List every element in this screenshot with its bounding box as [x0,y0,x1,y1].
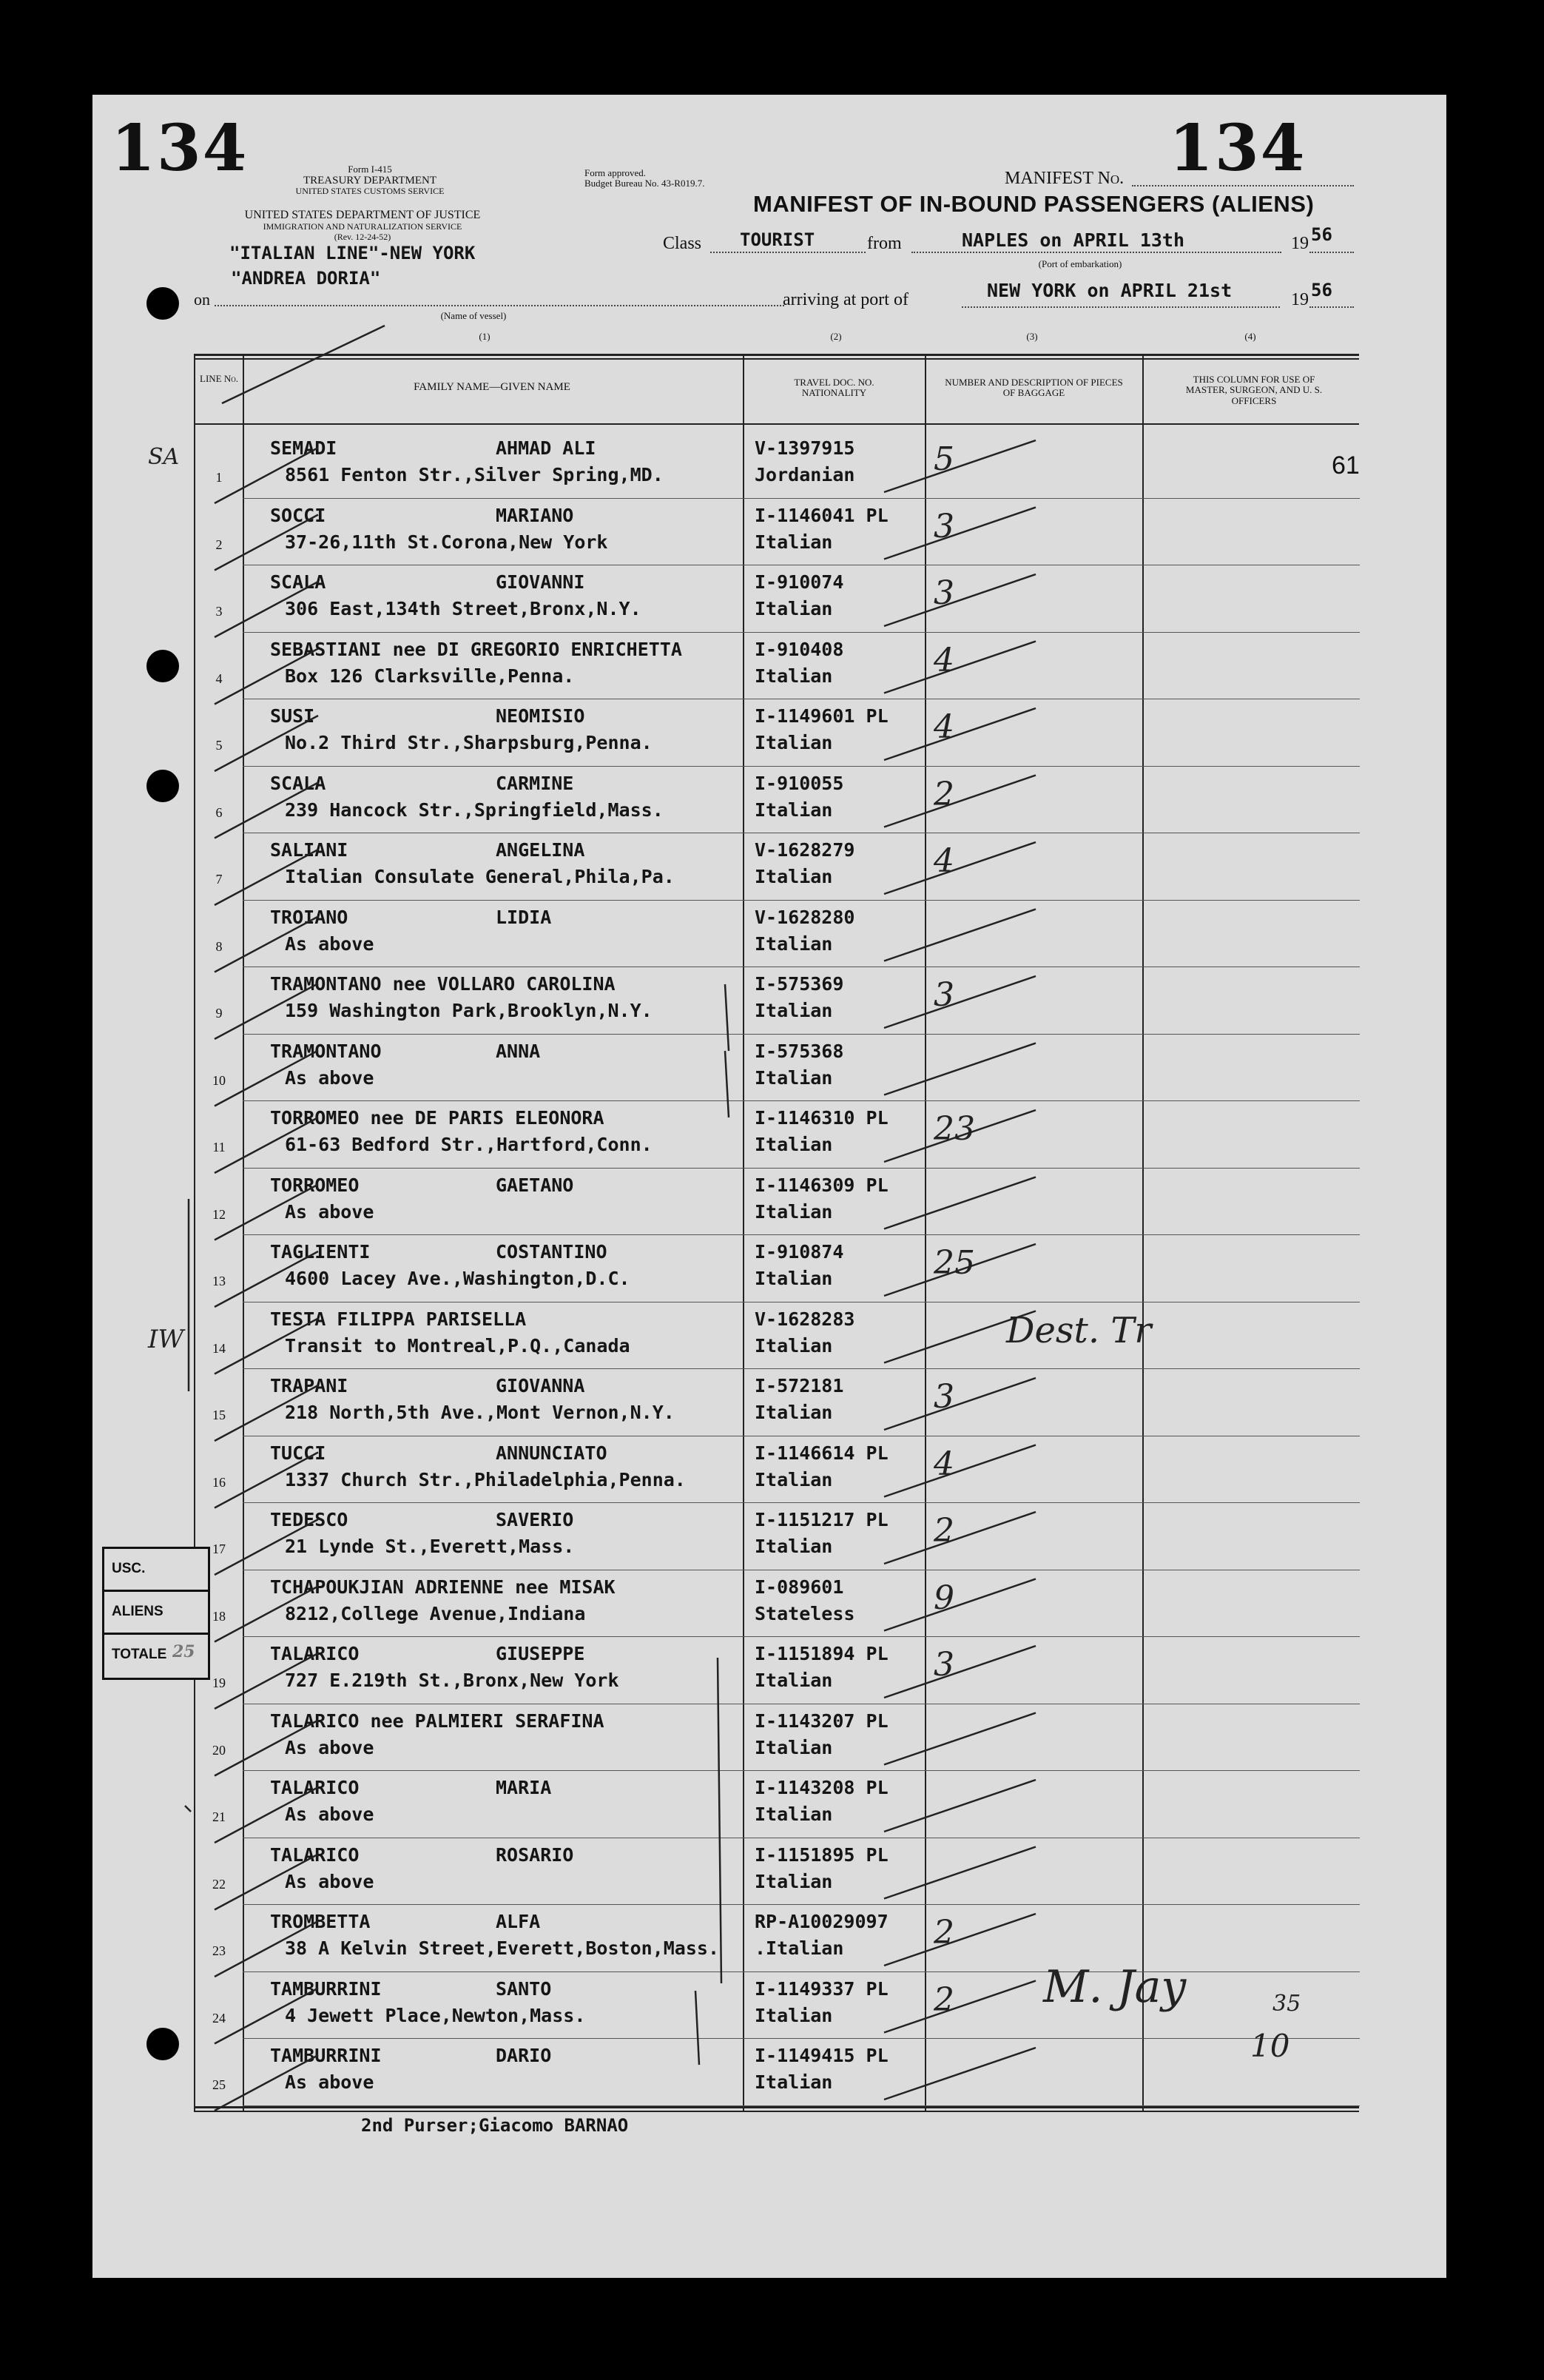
check-mark [884,976,1036,1028]
address: Italian Consulate General,Phila,Pa. [285,866,675,887]
address: 306 East,134th Street,Bronx,N.Y. [285,598,641,619]
surname: TRAPANI [270,1375,348,1396]
surname: TORROMEO nee DE PARIS ELEONORA [270,1107,604,1129]
line-number: 19 [212,1675,226,1690]
class-value: TOURIST [740,229,815,250]
line-number: 5 [215,738,223,753]
check-mark [884,1579,1036,1631]
surname: TAMBURRINI [270,1977,382,2000]
address: 61-63 Bedford Str.,Hartford,Conn. [285,1134,653,1155]
nationality: Italian [755,1402,833,1423]
baggage-count: 2 [934,1980,954,2019]
address: No.2 Third Str.,Sharpsburg,Penna. [285,732,653,753]
given-name: AHMAD ALI [496,437,596,459]
travel-doc: I-1146310 PL [755,1107,889,1129]
travel-doc: I-089601 [755,1576,844,1598]
check-mark [884,2048,1036,2100]
check-mark [884,1110,1036,1162]
surname: TALARICO [270,1777,360,1798]
surname: TESTA FILIPPA PARISELLA [270,1308,527,1330]
travel-doc: I-1146309 PL [755,1174,889,1196]
usc-label: USC. [112,1561,146,1576]
address: 38 A Kelvin Street,Everett,Boston,Mass. [285,1937,719,1959]
line-number: 9 [215,1006,223,1021]
line-check-mark [215,850,318,905]
arriving-label: arriving at port of [783,290,908,309]
on-label: on [194,290,210,309]
baggage-count: 2 [934,775,954,813]
nationality: Italian [755,1468,833,1490]
check-mark [884,1713,1036,1765]
nationality: Italian [755,1000,833,1021]
line-check-mark [215,783,318,838]
nationality: Jordanian [755,464,855,485]
margin-note-14: IW [148,1325,184,1354]
given-name: SANTO [496,1977,552,2000]
immigration-service: IMMIGRATION AND NATURALIZATION SERVICE [263,221,462,232]
travel-doc: I-1143208 PL [755,1777,889,1798]
col-header-family-name: FAMILY NAME—GIVEN NAME [414,381,570,393]
line-check-mark [215,1051,318,1106]
surname: TALARICO nee PALMIERI SERAFINA [270,1710,604,1732]
travel-doc: V-1628280 [755,906,855,928]
nationality: Italian [755,1870,833,1892]
check-mark [884,1311,1036,1363]
nationality: Italian [755,531,833,553]
given-name: MARIANO [496,504,574,526]
check-mark [884,1981,1036,2033]
given-name: GIUSEPPE [496,1643,585,1664]
year1-value: 56 [1311,224,1332,245]
address: As above [285,1736,374,1758]
travel-doc: I-572181 [755,1375,844,1396]
address: 727 E.219th St.,Bronx,New York [285,1670,619,1691]
address: As above [285,2071,374,2093]
line-check-mark [215,1251,318,1307]
nationality: Italian [755,799,833,821]
line-number: 23 [212,1943,226,1958]
given-name: DARIO [496,2045,552,2066]
given-name: LIDIA [496,906,552,928]
col-header-officers: THIS COLUMN FOR USE OF MASTER, SURGEON, AND U. S. OFFICERS [1185,374,1323,406]
class-label: Class [663,234,702,253]
travel-doc: RP-A10029097 [755,1911,889,1932]
nationality: Italian [755,1200,833,1223]
address: Box 126 Clarksville,Penna. [285,665,575,687]
inspector-signature: M. Jay [1043,1961,1187,2013]
travel-doc: I-575368 [755,1040,844,1062]
baggage-count: 4 [934,708,954,746]
line-number: 21 [212,1809,226,1824]
nationality: Italian [755,1066,833,1089]
check-mark [884,1445,1036,1497]
given-name: GAETANO [496,1174,574,1196]
baggage-count: 5 [934,440,954,478]
line-number: 15 [212,1408,226,1422]
arriving-value: NEW YORK on APRIL 21st [987,280,1233,301]
address: 159 Washington Park,Brooklyn,N.Y. [285,1000,653,1021]
line-number: 11 [212,1140,226,1154]
totale-label: TOTALE [112,1647,167,1662]
year2-prefix: 19 [1291,290,1309,309]
line-number: 2 [215,537,223,552]
line-number: 24 [212,2010,226,2026]
line-number: 8 [215,938,223,954]
baggage-count: 9 [934,1579,954,1617]
address: As above [285,1804,374,1825]
given-name: SAVERIO [496,1509,574,1530]
given-name: GIOVANNI [496,571,585,593]
given-name: ANGELINA [496,839,585,861]
row14-handwritten-note: Dest. Tr [1006,1310,1152,1351]
baggage-count: 3 [934,574,954,612]
line-check-mark [215,716,318,771]
address: As above [285,1066,374,1089]
travel-doc: V-1397915 [755,437,855,459]
check-mark [884,642,1036,693]
line-check-mark [215,1453,318,1508]
line-number: 17 [212,1542,226,1556]
address: 1337 Church Str.,Philadelphia,Penna. [285,1468,686,1490]
margin-note-1: SA [148,444,180,470]
year2-value: 56 [1311,280,1332,300]
given-name: ROSARIO [496,1843,574,1866]
vertical-margin-mark [725,984,729,1117]
baggage-count: 3 [934,976,954,1014]
line-number: 20 [212,1742,226,1758]
page-number-left: 134 [111,111,249,186]
line-company: "ITALIAN LINE"-NEW YORK [229,243,476,263]
form-number: Form I-415 [348,164,392,175]
travel-doc: I-1151895 PL [755,1843,889,1866]
line-number: 10 [212,1072,226,1088]
officer-note-row1: 61 [1332,451,1360,480]
given-name: NEOMISIO [496,705,585,727]
nationality: Italian [755,1334,833,1357]
line-number: 3 [215,604,223,619]
line-check-mark [215,1653,318,1709]
given-name: GIOVANNA [496,1375,585,1396]
nationality: Italian [755,1670,833,1691]
line-number: 18 [212,1608,226,1624]
given-name: CARMINE [496,772,574,794]
nationality: Italian [755,732,833,753]
address: 8212,College Avenue,Indiana [285,1602,586,1624]
check-mark [884,1512,1036,1564]
dept-treasury: TREASURY DEPARTMENT [303,175,437,186]
line-check-mark [215,1587,318,1642]
surname: SUSI [270,705,315,727]
check-mark [884,440,1036,492]
baggage-count: 23 [934,1110,975,1148]
surname: TCHAPOUKJIAN ADRIENNE nee MISAK [270,1576,616,1598]
travel-doc: I-1146041 PL [755,504,889,526]
page-number-right: 134 [1169,111,1307,186]
line-check-mark [215,984,318,1039]
surname: TRAMONTANO nee VOLLARO CAROLINA [270,973,616,995]
line-check-mark [215,1519,318,1575]
nationality: Italian [755,2004,833,2026]
manifest-title: MANIFEST OF IN-BOUND PASSENGERS (ALIENS) [753,191,1315,217]
travel-doc: I-910408 [755,638,844,660]
line-number: 22 [212,1876,226,1892]
baggage-count: 2 [934,1512,954,1550]
nationality: Italian [755,1536,833,1557]
check-mark [884,842,1036,894]
surname: TROMBETTA [270,1911,371,1932]
col-header-baggage: NUMBER AND DESCRIPTION OF PIECES OF BAGGAGE [945,377,1123,399]
line-check-mark [215,1721,318,1776]
nationality: Italian [755,866,833,887]
line-check-mark [215,1921,318,1977]
travel-doc: V-1628279 [755,839,855,861]
baggage-count: 4 [934,641,954,679]
check-mark [884,1847,1036,1899]
from-value: NAPLES on APRIL 13th [962,229,1185,251]
surname: TROIANO [270,906,348,928]
baggage-count: 2 [934,1914,954,1952]
nationality: Italian [755,932,833,955]
travel-doc: I-1151894 PL [755,1643,889,1664]
line-number: 1 [215,470,223,485]
line-number: 4 [215,670,223,686]
nationality: Italian [755,1736,833,1758]
line-number: 14 [212,1340,226,1356]
line-check-mark [215,1117,318,1173]
purser-line: 2nd Purser;Giacomo BARNAO [361,2115,629,2136]
address: Transit to Montreal,P.Q.,Canada [285,1334,630,1357]
nationality: Italian [755,1268,833,1289]
col-header-travel-doc: TRAVEL DOC. NO. NATIONALITY [794,377,874,399]
nationality: Italian [755,665,833,687]
address: 4600 Lacey Ave.,Washington,D.C. [285,1268,630,1289]
line-number: 12 [212,1206,226,1222]
address: 4 Jewett Place,Newton,Mass. [285,2004,586,2026]
col-num-2: (2) [830,331,842,342]
travel-doc: I-910055 [755,772,844,794]
baggage-count: 4 [934,1445,954,1483]
baggage-count: 25 [934,1244,975,1282]
surname: TORROMEO [270,1174,360,1196]
col-num-4: (4) [1244,331,1256,342]
budget-bureau: Budget Bureau No. 43-R019.7. [584,178,705,189]
address: 218 North,5th Ave.,Mont Vernon,N.Y. [285,1402,675,1423]
line-number: 13 [212,1274,226,1288]
line-check-mark [215,1855,318,1910]
year1-prefix: 19 [1291,234,1309,253]
form-approved: Form approved. [584,167,647,178]
line-check-mark [215,2055,318,2111]
line-check-mark [215,649,318,705]
line-check-mark [215,1787,318,1843]
check-mark [884,1177,1036,1229]
baggage-count: 3 [934,1378,954,1416]
address: 21 Lynde St.,Everett,Mass. [285,1536,575,1557]
vessel-name: "ANDREA DORIA" [231,268,381,289]
manifest-label: MANIFEST No. [1005,169,1125,188]
surname: TALARICO [270,1843,360,1866]
address: 8561 Fenton Str.,Silver Spring,MD. [285,464,664,485]
surname: SCALA [270,571,326,593]
check-mark [884,1646,1036,1698]
line-check-mark [215,1989,318,2044]
travel-doc: I-1149415 PL [755,2045,889,2066]
left-margin-mark [185,1806,191,1812]
surname: SOCCI [270,504,326,526]
address: 239 Hancock Str.,Springfield,Mass. [285,799,664,821]
surname: TEDESCO [270,1509,348,1530]
name-of-vessel-caption: (Name of vessel) [440,310,507,321]
nationality: Italian [755,1134,833,1155]
given-name: ANNA [496,1040,541,1062]
surname: TUCCI [270,1442,326,1464]
line-number: 7 [215,872,223,887]
vertical-margin-mark [718,1658,721,1983]
baggage-count: 3 [934,507,954,545]
dept-justice: UNITED STATES DEPARTMENT OF JUSTICE [244,209,481,221]
aliens-label: ALIENS [112,1604,163,1619]
check-mark [884,1780,1036,1832]
address: 37-26,11th St.Corona,New York [285,531,608,553]
line-check-mark [215,515,318,571]
nationality: .Italian [755,1937,844,1959]
address: As above [285,1870,374,1892]
surname: TAGLIENTI [270,1241,371,1263]
col-num-1: (1) [479,331,490,342]
line-check-mark [215,1385,318,1441]
baggage-count: 4 [934,842,954,880]
bottom-tally-1: 35 [1272,1991,1301,2017]
col-num-3: (3) [1026,331,1038,342]
travel-doc: I-575369 [755,973,844,995]
line-number: 25 [212,2077,226,2092]
header-slash-mark [222,326,385,403]
check-mark [884,708,1036,760]
line-check-mark [215,917,318,972]
line-check-mark [215,1185,318,1240]
from-label: from [867,234,902,253]
travel-doc: I-910874 [755,1241,844,1263]
baggage-count: 3 [934,1646,954,1684]
travel-doc: I-1151217 PL [755,1509,889,1530]
check-mark [884,1043,1036,1095]
given-name: COSTANTINO [496,1241,607,1263]
check-mark [884,508,1036,559]
bottom-tally-2: 10 [1250,2028,1290,2064]
customs-service: UNITED STATES CUSTOMS SERVICE [295,186,445,196]
travel-doc: V-1628283 [755,1308,855,1330]
given-name: ALFA [496,1911,541,1932]
revision: (Rev. 12-24-52) [334,232,391,242]
line-number: 16 [212,1474,226,1490]
line-number: 6 [215,804,223,820]
vertical-margin-mark [695,1991,699,2065]
surname: TRAMONTANO [270,1040,382,1062]
travel-doc: I-1143207 PL [755,1710,889,1732]
line-check-mark [215,582,318,637]
travel-doc: I-1149337 PL [755,1977,889,2000]
check-mark [884,1378,1036,1430]
nationality: Stateless [755,1602,855,1624]
check-mark [884,1244,1036,1296]
port-embarkation-caption: (Port of embarkation) [1038,258,1122,269]
surname: TALARICO [270,1643,360,1664]
given-name: ANNUNCIATO [496,1442,607,1464]
nationality: Italian [755,598,833,619]
nationality: Italian [755,1804,833,1825]
surname: SEMADI [270,437,337,459]
surname: SALIANI [270,839,348,861]
nationality: Italian [755,2071,833,2093]
check-mark [884,776,1036,827]
surname: SCALA [270,772,326,794]
surname: TAMBURRINI [270,2045,382,2066]
travel-doc: I-1149601 PL [755,705,889,727]
travel-doc: I-1146614 PL [755,1442,889,1464]
check-mark [884,910,1036,961]
line-check-mark [215,448,318,503]
check-mark [884,574,1036,626]
travel-doc: I-910074 [755,571,844,593]
given-name: MARIA [496,1777,552,1798]
col-header-line-no: LINE No. [200,373,238,384]
totale-value: 25 [172,1642,195,1661]
address: As above [285,932,374,955]
surname: SEBASTIANI nee DI GREGORIO ENRICHETTA [270,638,682,660]
check-mark [884,1914,1036,1966]
address: As above [285,1200,374,1223]
line-check-mark [215,1319,318,1374]
